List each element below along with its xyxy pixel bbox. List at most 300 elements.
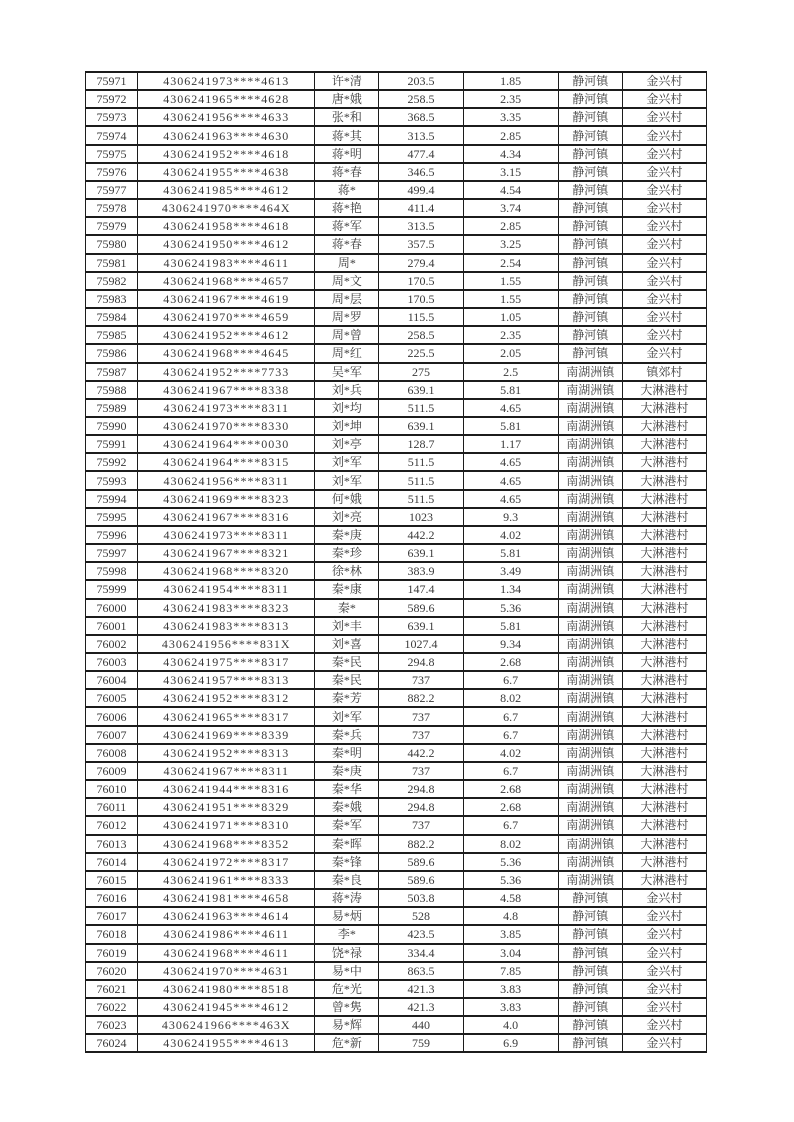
cell-seq: 76024 [86,1034,138,1052]
cell-town: 静河镇 [558,199,622,217]
cell-name: 周*文 [315,272,379,290]
table-row [86,907,707,925]
table-row [86,562,707,580]
cell-amount: 170.5 [379,272,463,290]
cell-amount: 275 [379,363,463,381]
cell-village: 金兴村 [622,181,706,199]
cell-amount: 115.5 [379,308,463,326]
cell-seq: 76008 [86,744,138,762]
cell-id-number: 4306241968****4611 [138,944,315,962]
cell-seq: 75980 [86,235,138,253]
cell-id-number: 4306241963****4630 [138,126,315,144]
cell-rate: 1.05 [463,308,558,326]
table-row [86,435,707,453]
cell-town: 南湖洲镇 [558,744,622,762]
cell-village: 镇郊村 [622,363,706,381]
table-row [86,962,707,980]
cell-id-number: 4306241970****4659 [138,308,315,326]
table-row [86,417,707,435]
cell-seq: 76014 [86,853,138,871]
cell-village: 大淋港村 [622,508,706,526]
cell-name: 周*层 [315,290,379,308]
cell-name: 秦*民 [315,671,379,689]
cell-seq: 76009 [86,762,138,780]
cell-seq: 75992 [86,453,138,471]
records-tbody [86,72,707,1052]
cell-name: 刘*军 [315,471,379,489]
cell-name: 危*光 [315,980,379,998]
cell-name: 刘*亭 [315,435,379,453]
cell-id-number: 4306241981****4658 [138,889,315,907]
cell-amount: 639.1 [379,544,463,562]
table-row [86,526,707,544]
table-row [86,580,707,598]
cell-name: 秦*华 [315,780,379,798]
cell-village: 金兴村 [622,308,706,326]
cell-village: 大淋港村 [622,689,706,707]
cell-village: 大淋港村 [622,435,706,453]
cell-village: 大淋港村 [622,453,706,471]
cell-id-number: 4306241956****831X [138,635,315,653]
cell-name: 易*中 [315,962,379,980]
cell-village: 大淋港村 [622,780,706,798]
cell-village: 大淋港村 [622,562,706,580]
cell-amount: 737 [379,671,463,689]
cell-name: 蒋*明 [315,145,379,163]
table-row [86,490,707,508]
cell-amount: 383.9 [379,562,463,580]
cell-seq: 75994 [86,490,138,508]
cell-name: 危*新 [315,1034,379,1052]
cell-name: 秦* [315,599,379,617]
cell-rate: 7.85 [463,962,558,980]
cell-seq: 76020 [86,962,138,980]
cell-rate: 2.54 [463,254,558,272]
cell-village: 大淋港村 [622,526,706,544]
cell-name: 蒋* [315,181,379,199]
cell-name: 秦*兵 [315,726,379,744]
cell-village: 大淋港村 [622,816,706,834]
table-row [86,689,707,707]
cell-town: 静河镇 [558,126,622,144]
cell-id-number: 4306241965****4628 [138,90,315,108]
table-row [86,272,707,290]
cell-seq: 76023 [86,1016,138,1034]
cell-amount: 639.1 [379,617,463,635]
cell-village: 金兴村 [622,925,706,943]
cell-village: 大淋港村 [622,726,706,744]
cell-rate: 4.02 [463,526,558,544]
cell-id-number: 4306241967****8338 [138,381,315,399]
cell-town: 南湖洲镇 [558,580,622,598]
cell-name: 蒋*艳 [315,199,379,217]
cell-amount: 589.6 [379,853,463,871]
cell-village: 金兴村 [622,344,706,362]
cell-amount: 511.5 [379,399,463,417]
cell-rate: 4.8 [463,907,558,925]
cell-amount: 313.5 [379,126,463,144]
cell-village: 大淋港村 [622,599,706,617]
cell-name: 秦*芳 [315,689,379,707]
cell-id-number: 4306241964****8315 [138,453,315,471]
cell-id-number: 4306241968****4645 [138,344,315,362]
cell-town: 南湖洲镇 [558,508,622,526]
cell-village: 金兴村 [622,235,706,253]
table-row [86,1016,707,1034]
cell-seq: 75978 [86,199,138,217]
cell-seq: 75989 [86,399,138,417]
cell-rate: 6.7 [463,762,558,780]
cell-village: 金兴村 [622,1016,706,1034]
cell-rate: 6.7 [463,726,558,744]
cell-id-number: 4306241967****8316 [138,508,315,526]
cell-name: 唐*娥 [315,90,379,108]
cell-id-number: 4306241986****4611 [138,925,315,943]
cell-rate: 5.36 [463,599,558,617]
cell-rate: 4.34 [463,145,558,163]
cell-id-number: 4306241972****8317 [138,853,315,871]
cell-amount: 421.3 [379,980,463,998]
cell-id-number: 4306241968****8352 [138,835,315,853]
cell-id-number: 4306241951****8329 [138,798,315,816]
cell-id-number: 4306241970****8330 [138,417,315,435]
cell-village: 大淋港村 [622,381,706,399]
records-table [85,71,707,1053]
cell-seq: 75973 [86,108,138,126]
cell-id-number: 4306241952****7733 [138,363,315,381]
cell-seq: 75976 [86,163,138,181]
cell-rate: 8.02 [463,835,558,853]
cell-amount: 294.8 [379,798,463,816]
cell-amount: 1023 [379,508,463,526]
cell-amount: 639.1 [379,381,463,399]
cell-rate: 6.7 [463,816,558,834]
cell-village: 大淋港村 [622,871,706,889]
cell-id-number: 4306241955****4638 [138,163,315,181]
cell-rate: 4.65 [463,471,558,489]
cell-town: 静河镇 [558,925,622,943]
cell-town: 静河镇 [558,308,622,326]
table-row [86,308,707,326]
table-row [86,254,707,272]
cell-rate: 4.02 [463,744,558,762]
cell-name: 张*和 [315,108,379,126]
cell-rate: 4.54 [463,181,558,199]
cell-name: 秦*锋 [315,853,379,871]
cell-town: 静河镇 [558,1034,622,1052]
cell-seq: 75999 [86,580,138,598]
cell-seq: 76012 [86,816,138,834]
cell-town: 静河镇 [558,344,622,362]
cell-id-number: 4306241968****4657 [138,272,315,290]
cell-name: 刘*军 [315,453,379,471]
cell-amount: 203.5 [379,72,463,90]
cell-town: 南湖洲镇 [558,363,622,381]
cell-rate: 4.65 [463,399,558,417]
table-row [86,544,707,562]
cell-village: 大淋港村 [622,544,706,562]
cell-seq: 76005 [86,689,138,707]
cell-name: 秦*军 [315,816,379,834]
cell-name: 蒋*涛 [315,889,379,907]
cell-name: 周* [315,254,379,272]
cell-seq: 75979 [86,217,138,235]
cell-name: 秦*良 [315,871,379,889]
cell-name: 周*曾 [315,326,379,344]
cell-village: 金兴村 [622,254,706,272]
table-row [86,199,707,217]
cell-town: 南湖洲镇 [558,707,622,725]
cell-id-number: 4306241944****8316 [138,780,315,798]
cell-town: 南湖洲镇 [558,617,622,635]
cell-seq: 75971 [86,72,138,90]
cell-town: 南湖洲镇 [558,544,622,562]
table-row [86,163,707,181]
cell-name: 刘*喜 [315,635,379,653]
cell-seq: 75984 [86,308,138,326]
cell-rate: 8.02 [463,689,558,707]
cell-seq: 75985 [86,326,138,344]
cell-seq: 76017 [86,907,138,925]
cell-village: 大淋港村 [622,653,706,671]
cell-id-number: 4306241971****8310 [138,816,315,834]
cell-id-number: 4306241964****0030 [138,435,315,453]
cell-id-number: 4306241970****464X [138,199,315,217]
cell-rate: 5.81 [463,381,558,399]
cell-id-number: 4306241952****8313 [138,744,315,762]
cell-name: 李* [315,925,379,943]
cell-amount: 503.8 [379,889,463,907]
cell-town: 静河镇 [558,944,622,962]
table-row [86,145,707,163]
table-row [86,980,707,998]
cell-seq: 76016 [86,889,138,907]
cell-town: 南湖洲镇 [558,853,622,871]
cell-village: 金兴村 [622,126,706,144]
table-row [86,726,707,744]
table-row [86,762,707,780]
cell-rate: 2.05 [463,344,558,362]
cell-name: 吴*军 [315,363,379,381]
cell-town: 静河镇 [558,290,622,308]
cell-id-number: 4306241973****4613 [138,72,315,90]
cell-id-number: 4306241973****8311 [138,526,315,544]
cell-name: 秦*娥 [315,798,379,816]
cell-seq: 76018 [86,925,138,943]
cell-name: 蒋*其 [315,126,379,144]
cell-rate: 1.17 [463,435,558,453]
cell-town: 南湖洲镇 [558,835,622,853]
cell-amount: 357.5 [379,235,463,253]
cell-village: 金兴村 [622,90,706,108]
cell-town: 静河镇 [558,962,622,980]
cell-rate: 2.68 [463,780,558,798]
cell-amount: 737 [379,762,463,780]
cell-town: 南湖洲镇 [558,399,622,417]
cell-id-number: 4306241965****8317 [138,707,315,725]
cell-village: 大淋港村 [622,744,706,762]
cell-amount: 294.8 [379,780,463,798]
table-row [86,344,707,362]
cell-town: 静河镇 [558,181,622,199]
cell-village: 金兴村 [622,962,706,980]
cell-town: 静河镇 [558,108,622,126]
table-row [86,381,707,399]
cell-rate: 3.83 [463,998,558,1016]
cell-village: 大淋港村 [622,707,706,725]
cell-rate: 3.25 [463,235,558,253]
cell-id-number: 4306241983****8313 [138,617,315,635]
cell-name: 秦*珍 [315,544,379,562]
table-row [86,798,707,816]
cell-amount: 411.4 [379,199,463,217]
cell-seq: 75975 [86,145,138,163]
cell-town: 南湖洲镇 [558,635,622,653]
table-row [86,453,707,471]
cell-seq: 76022 [86,998,138,1016]
cell-town: 静河镇 [558,217,622,235]
table-row [86,835,707,853]
cell-seq: 76007 [86,726,138,744]
cell-town: 南湖洲镇 [558,798,622,816]
cell-rate: 2.68 [463,653,558,671]
cell-seq: 75974 [86,126,138,144]
cell-seq: 75997 [86,544,138,562]
cell-village: 大淋港村 [622,835,706,853]
table-row [86,653,707,671]
cell-amount: 639.1 [379,417,463,435]
table-row [86,108,707,126]
cell-town: 静河镇 [558,272,622,290]
cell-id-number: 4306241957****8313 [138,671,315,689]
cell-town: 南湖洲镇 [558,871,622,889]
cell-town: 静河镇 [558,235,622,253]
cell-village: 金兴村 [622,944,706,962]
table-row [86,217,707,235]
table-row [86,363,707,381]
cell-id-number: 4306241952****4612 [138,326,315,344]
cell-rate: 5.81 [463,544,558,562]
cell-amount: 334.4 [379,944,463,962]
cell-rate: 4.58 [463,889,558,907]
cell-amount: 294.8 [379,653,463,671]
cell-id-number: 4306241968****8320 [138,562,315,580]
table-row [86,889,707,907]
cell-rate: 5.81 [463,417,558,435]
cell-name: 何*娥 [315,490,379,508]
cell-town: 南湖洲镇 [558,671,622,689]
cell-rate: 3.35 [463,108,558,126]
cell-village: 金兴村 [622,980,706,998]
cell-amount: 423.5 [379,925,463,943]
cell-village: 金兴村 [622,290,706,308]
cell-rate: 1.55 [463,272,558,290]
cell-amount: 170.5 [379,290,463,308]
table-row [86,853,707,871]
cell-town: 南湖洲镇 [558,653,622,671]
cell-town: 南湖洲镇 [558,453,622,471]
cell-seq: 75993 [86,471,138,489]
cell-id-number: 4306241954****8311 [138,580,315,598]
cell-seq: 75981 [86,254,138,272]
cell-village: 大淋港村 [622,471,706,489]
cell-amount: 440 [379,1016,463,1034]
cell-amount: 528 [379,907,463,925]
cell-name: 秦*庚 [315,762,379,780]
cell-amount: 511.5 [379,471,463,489]
cell-town: 南湖洲镇 [558,417,622,435]
table-row [86,707,707,725]
cell-town: 静河镇 [558,72,622,90]
cell-village: 大淋港村 [622,580,706,598]
cell-amount: 511.5 [379,453,463,471]
cell-amount: 368.5 [379,108,463,126]
cell-village: 大淋港村 [622,635,706,653]
cell-name: 易*炳 [315,907,379,925]
cell-amount: 499.4 [379,181,463,199]
cell-name: 蒋*春 [315,235,379,253]
cell-rate: 2.5 [463,363,558,381]
cell-id-number: 4306241985****4612 [138,181,315,199]
cell-id-number: 4306241980****8518 [138,980,315,998]
cell-rate: 2.35 [463,326,558,344]
cell-amount: 882.2 [379,835,463,853]
table-row [86,816,707,834]
table-row [86,72,707,90]
cell-rate: 5.36 [463,853,558,871]
cell-town: 静河镇 [558,980,622,998]
table-row [86,235,707,253]
cell-name: 蒋*春 [315,163,379,181]
cell-town: 静河镇 [558,326,622,344]
table-row [86,471,707,489]
cell-amount: 258.5 [379,90,463,108]
cell-rate: 3.74 [463,199,558,217]
cell-rate: 3.15 [463,163,558,181]
cell-seq: 75998 [86,562,138,580]
cell-seq: 75995 [86,508,138,526]
cell-name: 刘*丰 [315,617,379,635]
cell-seq: 75972 [86,90,138,108]
cell-town: 南湖洲镇 [558,526,622,544]
cell-village: 金兴村 [622,163,706,181]
cell-id-number: 4306241950****4612 [138,235,315,253]
cell-seq: 76010 [86,780,138,798]
cell-amount: 313.5 [379,217,463,235]
cell-seq: 75983 [86,290,138,308]
cell-village: 金兴村 [622,889,706,907]
cell-seq: 75987 [86,363,138,381]
cell-amount: 511.5 [379,490,463,508]
cell-rate: 3.83 [463,980,558,998]
cell-town: 南湖洲镇 [558,490,622,508]
cell-id-number: 4306241966****463X [138,1016,315,1034]
cell-amount: 147.4 [379,580,463,598]
table-row [86,1034,707,1052]
cell-amount: 737 [379,707,463,725]
cell-name: 周*罗 [315,308,379,326]
cell-village: 金兴村 [622,72,706,90]
cell-village: 大淋港村 [622,671,706,689]
cell-town: 南湖洲镇 [558,762,622,780]
cell-id-number: 4306241967****4619 [138,290,315,308]
cell-name: 刘*均 [315,399,379,417]
cell-town: 南湖洲镇 [558,562,622,580]
cell-amount: 589.6 [379,871,463,889]
table-row [86,744,707,762]
cell-amount: 863.5 [379,962,463,980]
cell-rate: 2.85 [463,126,558,144]
